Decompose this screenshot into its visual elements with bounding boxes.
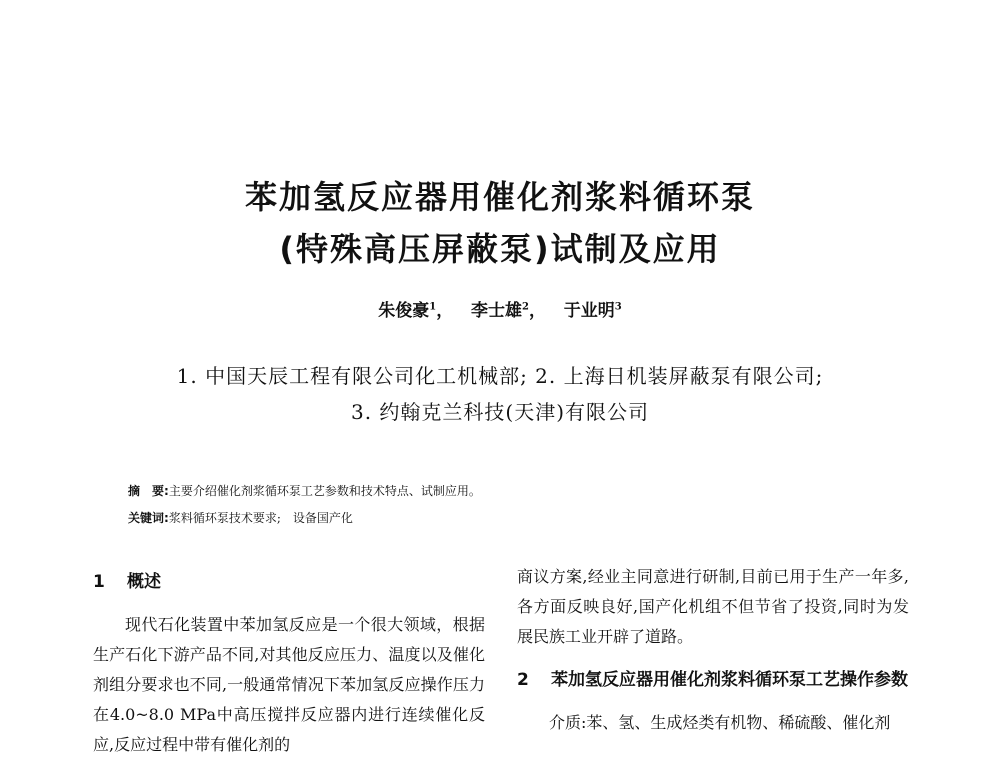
abstract-text: 主要介绍催化剂浆循环泵工艺参数和技术特点、试制应用。	[168, 484, 481, 498]
right-column	[517, 562, 909, 738]
section-number: 1	[93, 572, 105, 592]
continued-paragraph: 商议方案,经业主同意进行研制,目前已用于生产一年多,各方面反映良好,国产化机组不但节省了投资,同时为发展民族工业开辟了道路。	[517, 567, 909, 646]
section-1-paragraph: 现代石化装置中苯加氢反应是一个很大领域，根据生产石化下游产品不同,对其他反应压力、温度以及催化剂组分要求也不同,一般通常情况下苯加氢反应操作压力在4.0~8.0 MPa中高压搅拌反应器内进行连续催化反应,反应过程中带有催化剂的	[93, 615, 485, 754]
abstract-label: 摘 要:	[128, 484, 169, 498]
abstract	[128, 482, 481, 499]
section-1-heading	[93, 566, 485, 598]
author-name: 于业明	[563, 301, 615, 321]
keywords-label: 关键词:	[128, 511, 169, 525]
author-name: 李士雄	[471, 301, 523, 321]
left-column	[93, 566, 485, 760]
keywords-text: 浆料循环泵技术要求; 设备国产化	[168, 511, 353, 525]
author-affiliation-marker: 2	[522, 301, 529, 313]
author-affiliation-marker: 1	[429, 301, 437, 313]
paper-title-line-2: (特殊高压屏蔽泵)试制及应用	[279, 230, 721, 268]
author-separator: ，	[436, 301, 454, 321]
affiliation-line-1: 1. 中国天辰工程有限公司化工机械部; 2. 上海日机装屏蔽泵有限公司;	[176, 364, 824, 388]
author-list	[0, 296, 1000, 321]
section-number: 2	[517, 670, 529, 690]
author-separator: ，	[528, 301, 546, 321]
section-title: 苯加氢反应器用催化剂浆料循环泵工艺操作参数	[551, 670, 908, 690]
author-name: 朱俊豪	[378, 301, 430, 321]
medium-paragraph: 介质:苯、氢、生成烃类有机物、稀硫酸、催化剂	[549, 713, 891, 732]
author-affiliation-marker: 3	[614, 301, 622, 313]
affiliation-line-2: 3. 约翰克兰科技(天津)有限公司	[350, 400, 650, 424]
section-2-heading	[517, 664, 909, 696]
paper-title-line-1: 苯加氢反应器用催化剂浆料循环泵	[244, 178, 755, 216]
keywords	[128, 509, 353, 526]
section-title: 概述	[127, 572, 161, 592]
